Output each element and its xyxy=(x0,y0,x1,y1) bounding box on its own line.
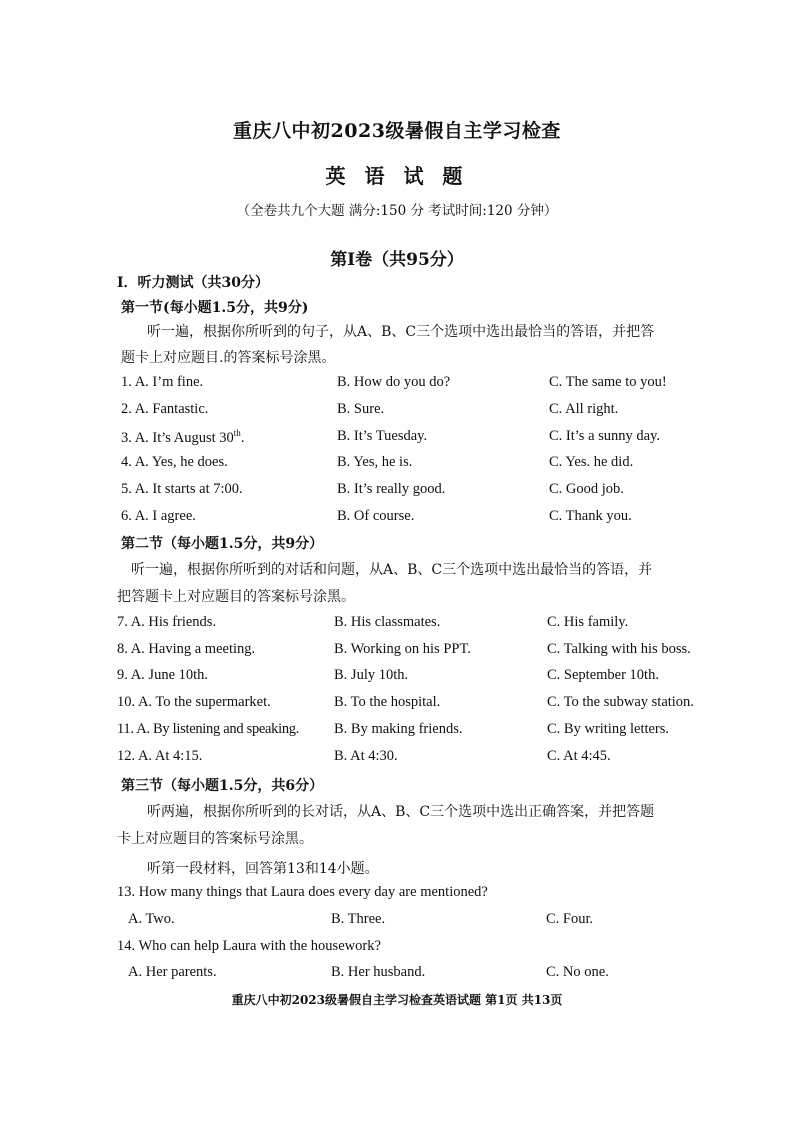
option-b: B. Sure. xyxy=(337,401,385,417)
option-c: C. Four. xyxy=(546,911,594,927)
option-b: B. To the hospital. xyxy=(334,694,441,710)
exam-title: 重庆八中初2023级暑假自主学习检查 xyxy=(233,120,561,142)
question-row xyxy=(0,401,794,423)
question-row xyxy=(0,721,794,743)
question-row xyxy=(0,964,794,986)
option-b: B. Of course. xyxy=(337,508,415,524)
option-c: C. No one. xyxy=(546,964,609,980)
option-a: A. Her parents. xyxy=(128,964,217,980)
option-c: C. September 10th. xyxy=(547,667,659,683)
question-stem-14: 14. Who can help Laura with the housework? xyxy=(117,938,381,954)
question-row xyxy=(0,641,794,663)
option-c: C. All right. xyxy=(549,401,619,417)
question-row xyxy=(0,428,794,450)
option-a: 11. A. By listening and speaking. xyxy=(117,721,300,737)
option-b: B. Three. xyxy=(331,911,386,927)
sec1-heading: 第一节(每小题1.5分，共9分) xyxy=(121,300,309,316)
page-footer: 重庆八中初2023级暑假自主学习检查英语试题 第1页 共13页 xyxy=(231,993,563,1007)
question-row xyxy=(0,508,794,530)
option-b: B. His classmates. xyxy=(334,614,441,630)
option-b: B. Working on his PPT. xyxy=(334,641,471,657)
option-a: 10. A. To the supermarket. xyxy=(117,694,271,710)
option-a-punct: . xyxy=(240,429,245,446)
option-a: 6. A. I agree. xyxy=(121,508,196,524)
option-c: C. Yes. he did. xyxy=(549,454,634,470)
sec2-heading: 第二节（每小题1.5分，共9分） xyxy=(121,536,324,552)
option-b: B. At 4:30. xyxy=(334,748,398,764)
option-a: 8. A. Having a meeting. xyxy=(117,641,256,657)
option-a-superscript: th xyxy=(233,428,241,438)
sec3-heading: 第三节（每小题1.5分，共6分） xyxy=(121,778,324,794)
question-row xyxy=(0,374,794,396)
sec2-instruction-line1: 听一遍，根据你所听到的对话和问题，从A、B、C三个选项中选出最恰当的答语，并 xyxy=(131,562,653,578)
option-b: B. July 10th. xyxy=(334,667,409,683)
sec2-instruction-line2: 把答题卡上对应题目的答案标号涂黑。 xyxy=(117,589,355,605)
question-row xyxy=(0,481,794,503)
option-b: B. By making friends. xyxy=(334,721,463,737)
question-row xyxy=(0,667,794,689)
option-a-text: 3. A. It’s August 30 xyxy=(121,429,234,446)
option-c: C. The same to you! xyxy=(549,374,667,390)
sec3-material-note: 听第一段材料，回答第13和14小题。 xyxy=(147,861,379,877)
option-c: C. Thank you. xyxy=(549,508,632,524)
exam-subject: 英 语 试 题 xyxy=(325,164,469,188)
option-a: 2. A. Fantastic. xyxy=(121,401,209,417)
option-b: B. Yes, he is. xyxy=(337,454,413,470)
section-heading-listening: I．听力测试（共30分） xyxy=(117,275,270,291)
option-a xyxy=(121,428,244,447)
option-c: C. By writing letters. xyxy=(547,721,670,737)
exam-info: （全卷共九个大题 满分:150 分 考试时间:120 分钟） xyxy=(236,203,558,219)
option-b: B. It’s Tuesday. xyxy=(337,428,428,444)
question-row xyxy=(0,694,794,716)
option-a: A. Two. xyxy=(128,911,175,927)
question-row xyxy=(0,748,794,770)
sec1-instruction-line1: 听一遍，根据你所听到的句子，从A、B、C三个选项中选出最恰当的答语，并把答 xyxy=(147,324,655,340)
option-c: C. His family. xyxy=(547,614,629,630)
option-a: 12. A. At 4:15. xyxy=(117,748,203,764)
question-row xyxy=(0,454,794,476)
option-c: C. It’s a sunny day. xyxy=(549,428,661,444)
option-c: C. At 4:45. xyxy=(547,748,611,764)
option-b: B. Her husband. xyxy=(331,964,426,980)
option-a: 4. A. Yes, he does. xyxy=(121,454,228,470)
option-a: 1. A. I’m fine. xyxy=(121,374,204,390)
option-c: C. To the subway station. xyxy=(547,694,694,710)
option-c: C. Good job. xyxy=(549,481,624,497)
option-b: B. How do you do? xyxy=(337,374,451,390)
question-stem-13: 13. How many things that Laura does every day are mentioned? xyxy=(117,884,488,900)
option-c: C. Talking with his boss. xyxy=(547,641,691,657)
part-title: 第I卷（共95分） xyxy=(330,250,464,270)
option-a: 7. A. His friends. xyxy=(117,614,217,630)
question-row xyxy=(0,911,794,933)
sec1-instruction-line2: 题卡上对应题目.的答案标号涂黑。 xyxy=(121,350,336,366)
question-row xyxy=(0,614,794,636)
option-a: 5. A. It starts at 7:00. xyxy=(121,481,243,497)
option-a: 9. A. June 10th. xyxy=(117,667,209,683)
sec3-instruction-line1: 听两遍，根据你所听到的长对话，从A、B、C三个选项中选出正确答案，并把答题 xyxy=(147,804,655,820)
sec3-instruction-line2: 卡上对应题目的答案标号涂黑。 xyxy=(117,831,313,847)
option-b: B. It’s really good. xyxy=(337,481,446,497)
